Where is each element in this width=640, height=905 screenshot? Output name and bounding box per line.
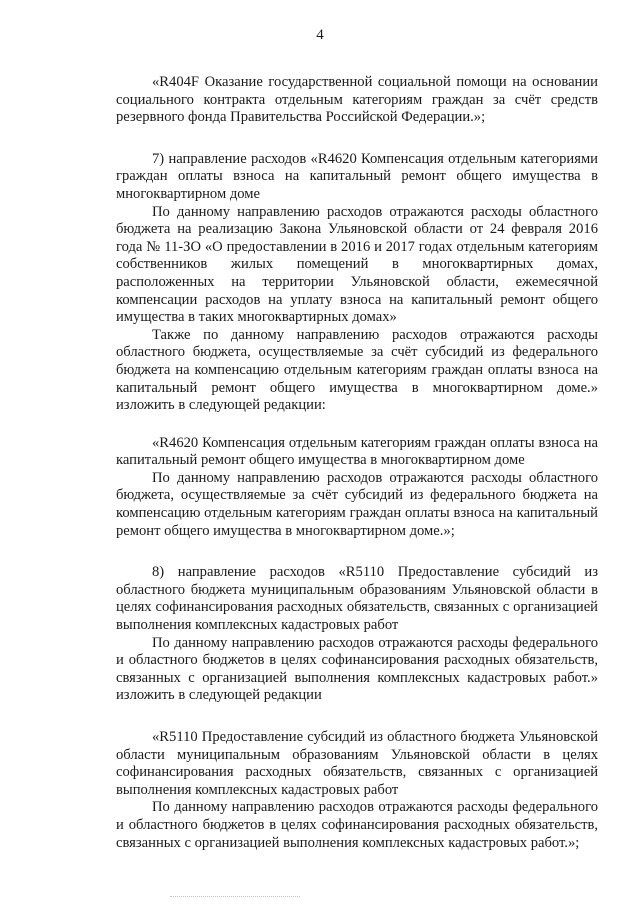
scan-artifact xyxy=(170,896,300,900)
paragraph-item-8-heading: 8) направление расходов «R5110 Предоставление субсидий из областного бюджета муниципальным образованиям Ульяновской области в целях софинансирования расходных обязательств, связанных с организацией выполнения комплексных кадастровых работ xyxy=(116,564,598,634)
paragraph-r5110-new: «R5110 Предоставление субсидий из областного бюджета Ульяновской области муниципальным образованиям Ульяновской области в целях софинансирования расходных обязательств, связанных с организацией выполнения комплексных кадастровых работ xyxy=(116,729,598,798)
paragraph-r404f: «R404F Оказание государственной социальной помощи на основании социального контракта отдельным категориям граждан за счёт средств резервного фонда Правительства Российской Федерации.»; xyxy=(116,74,598,126)
paragraph-r4620-new: «R4620 Компенсация отдельным категориям граждан оплаты взноса на капитальный ремонт общего имущества в многоквартирном доме xyxy=(116,434,598,469)
document-body xyxy=(116,74,598,852)
paragraph-r5110-new-body: По данному направлению расходов отражаются расходы федерального и областного бюджетов в целях софинансирования расходных обязательств, связанных с организацией выполнения комплексных кадастровых работ.»; xyxy=(116,799,598,851)
page-number: 4 xyxy=(316,27,324,43)
paragraph-item-8-body: По данному направлению расходов отражаются расходы федерального и областного бюджетов в целях софинансирования расходных обязательств, связанных с организацией выполнения комплексных кадастровых работ.» изложить в следующей редакции xyxy=(116,634,598,704)
paragraph-item-7-heading: 7) направление расходов «R4620 Компенсация отдельным категориями граждан оплаты взноса на капитальный ремонт общего имущества в многоквартирном доме xyxy=(116,150,598,202)
paragraph-r4620-new-body: По данному направлению расходов отражаются расходы областного бюджета, осуществляемые за счёт субсидий из федерального бюджета на компенсацию отдельным категориям граждан оплаты взноса на капитальный ремонт общего имущества в многоквартирном доме.»; xyxy=(116,469,598,539)
paragraph-item-7-body: По данному направлению расходов отражаются расходы областного бюджета на реализацию Закона Ульяновской области от 24 февраля 2016 года № 11-ЗО «О предоставлении в 2016 и 2017 годах отдельным категориям собственников жилых помещений в многоквартирных домах, расположенных на территории Ульяновской области, ежемесячной компенсации расходов на уплату взноса на капитальный ремонт общего имущества в таких многоквартирных домах» xyxy=(116,203,598,326)
paragraph-item-7-also: Также по данному направлению расходов отражаются расходы областного бюджета, осуществляемые за счёт субсидий из федерального бюджета на компенсацию отдельным категориям граждан оплаты взноса на капитальный ремонт общего имущества в многоквартирном доме.» изложить в следующей редакции: xyxy=(116,326,598,414)
